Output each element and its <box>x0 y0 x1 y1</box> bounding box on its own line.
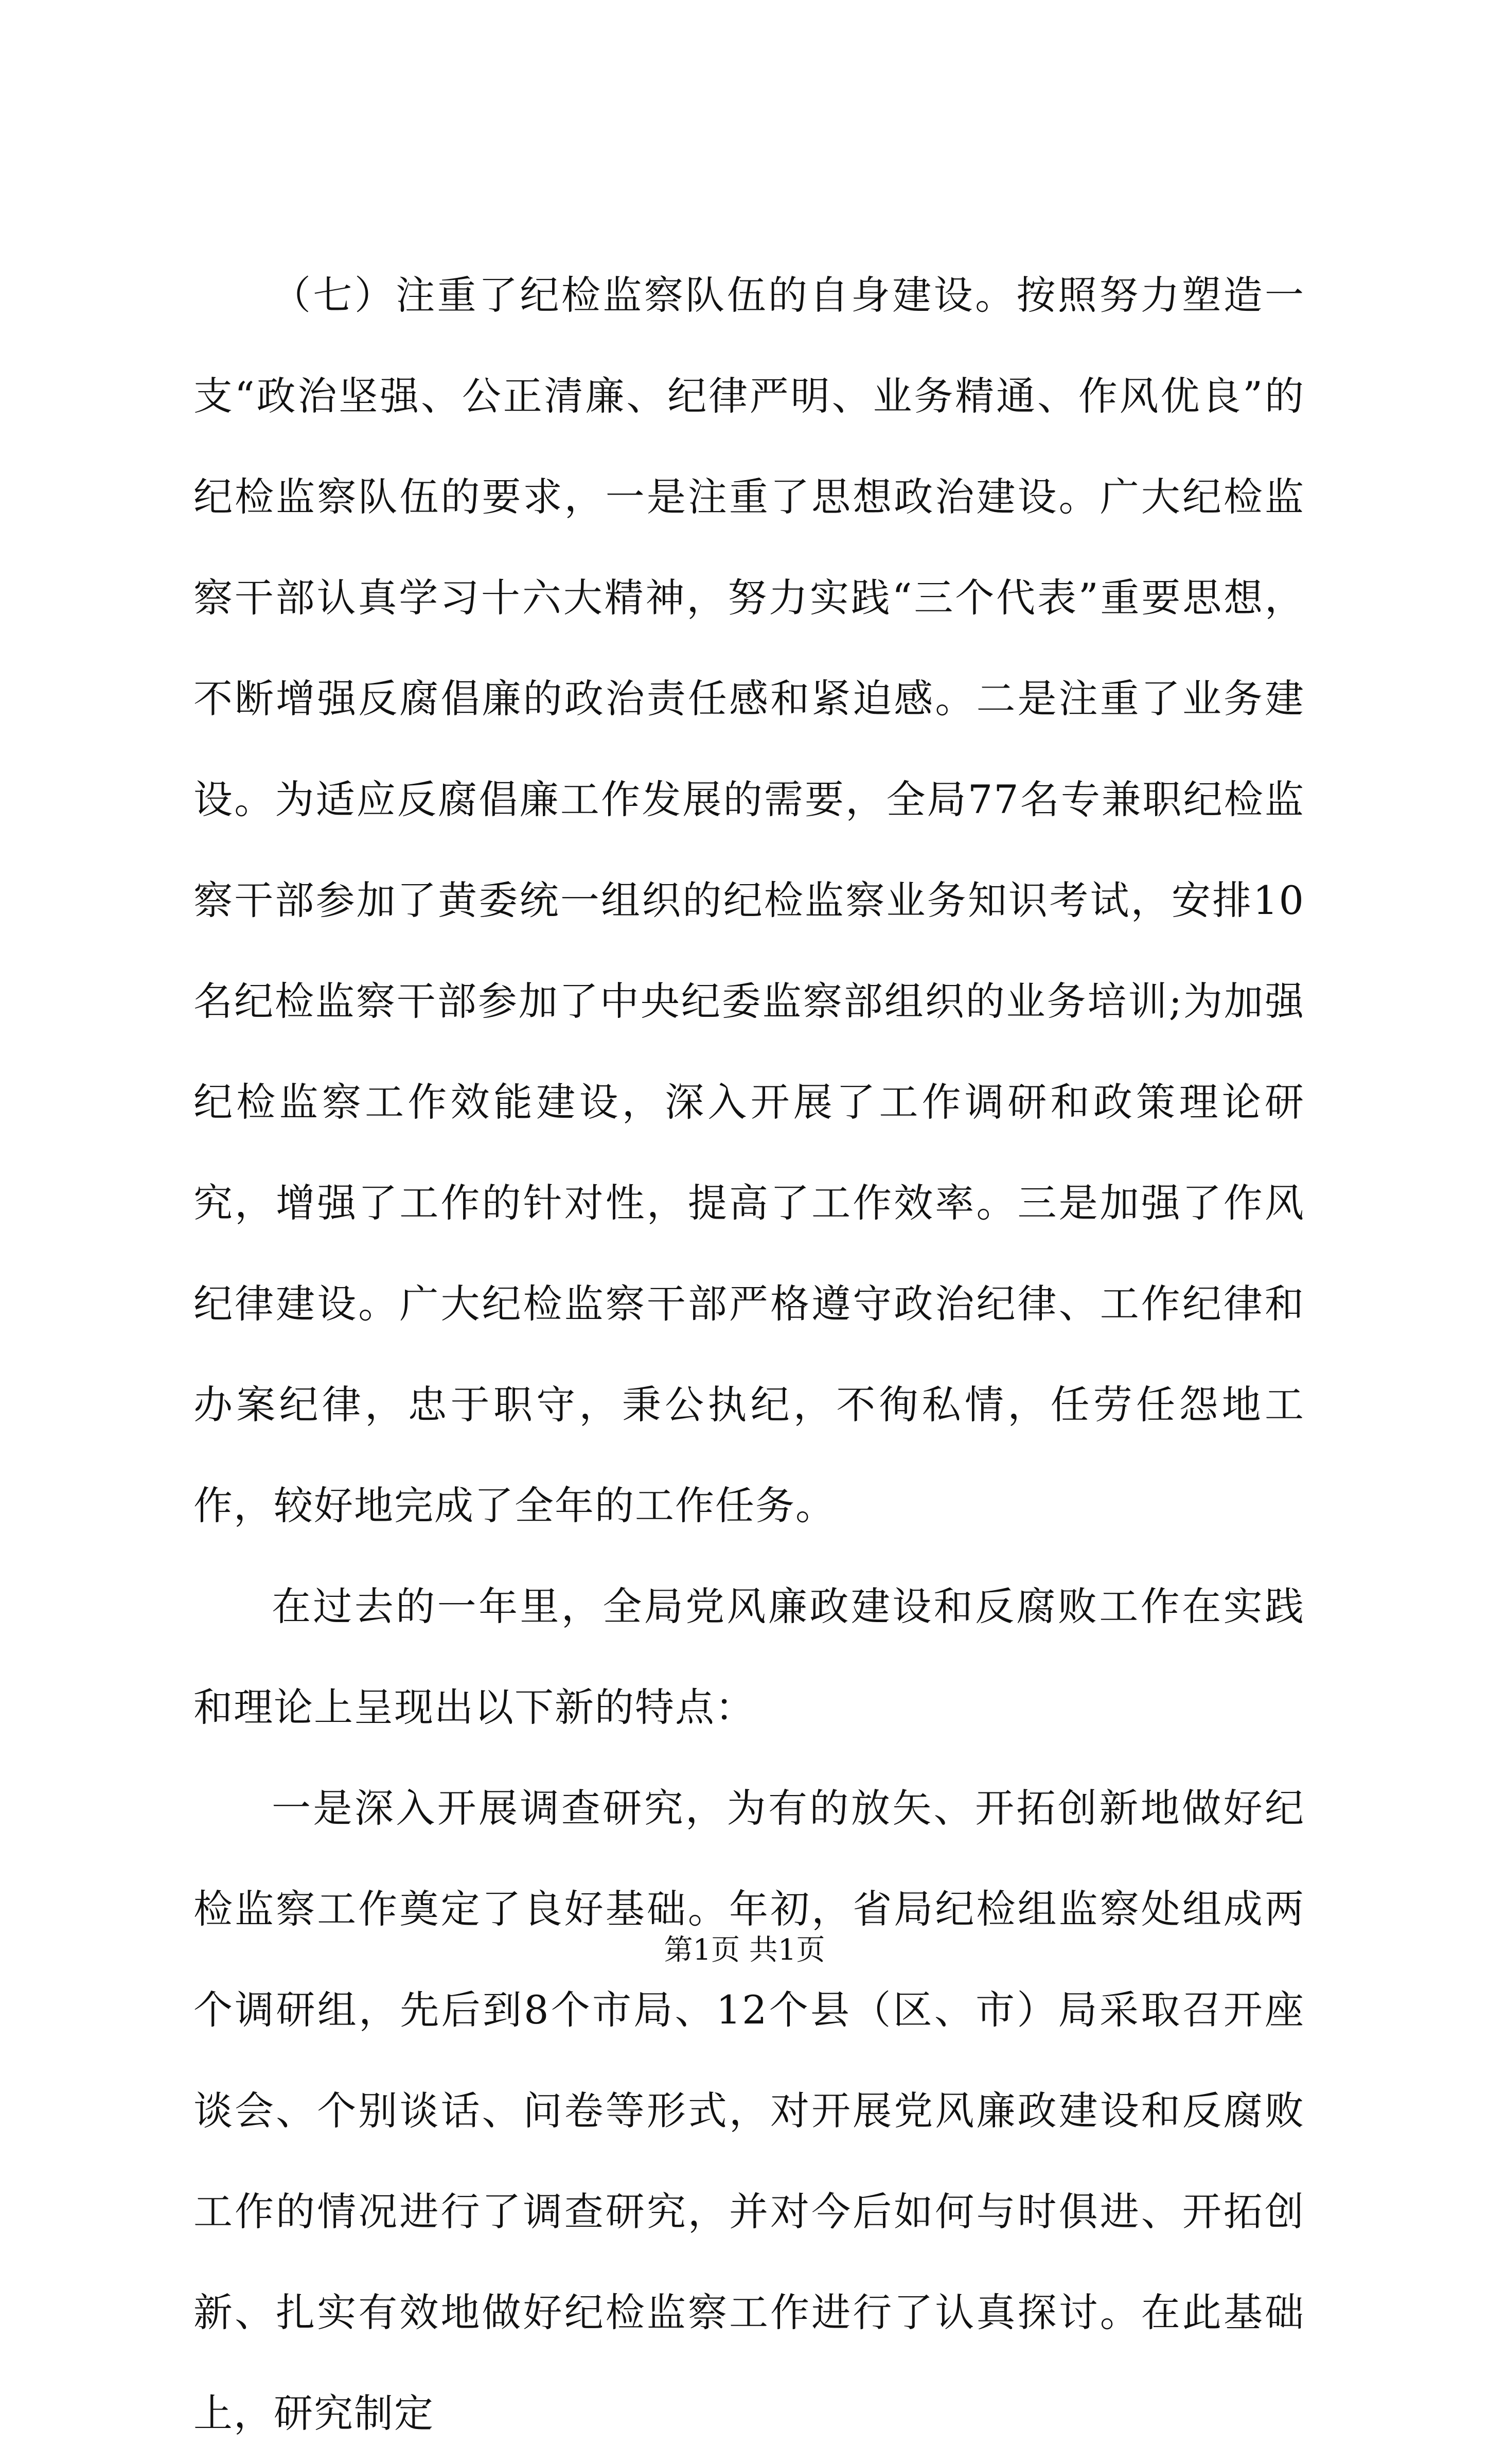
paragraph-2: 在过去的一年里，全局党风廉政建设和反腐败工作在实践和理论上呈现出以下新的特点： <box>193 1583 1305 1730</box>
paragraph-3: 一是深入开展调查研究，为有的放矢、开拓创新地做好纪检监察工作奠定了良好基础。年初，省局纪检组监察处组成两个调研组，先后到8个市局、12个县（区、市）局采取召开座谈会、个别谈话、问卷等形式，对开展党风廉政建设和反腐败工作的情况进行了调查研究，并对今后如何与时俱进、开拓创新、扎实有效地做好纪检监察工作进行了认真探讨。在此基础上，研究制定 <box>193 1785 1305 2436</box>
page-footer: 第1页 共1页 <box>664 1933 825 1967</box>
document-body <box>193 245 1305 2464</box>
paragraph-1: （七）注重了纪检监察队伍的自身建设。按照努力塑造一支“政治坚强、公正清廉、纪律严明、业务精通、作风优良”的纪检监察队伍的要求，一是注重了思想政治建设。广大纪检监察干部认真学习十六大精神，努力实践“三个代表”重要思想，不断增强反腐倡廉的政治责任感和紧迫感。二是注重了业务建设。为适应反腐倡廉工作发展的需要，全局77名专兼职纪检监察干部参加了黄委统一组织的纪检监察业务知识考试，安排10名纪检监察干部参加了中央纪委监察部组织的业务培训;为加强纪检监察工作效能建设，深入开展了工作调研和政策理论研究，增强了工作的针对性，提高了工作效率。三是加强了作风纪律建设。广大纪检监察干部严格遵守政治纪律、工作纪律和办案纪律，忠于职守，秉公执纪，不徇私情，任劳任怨地工作，较好地完成了全年的工作任务。 <box>193 272 1305 1528</box>
